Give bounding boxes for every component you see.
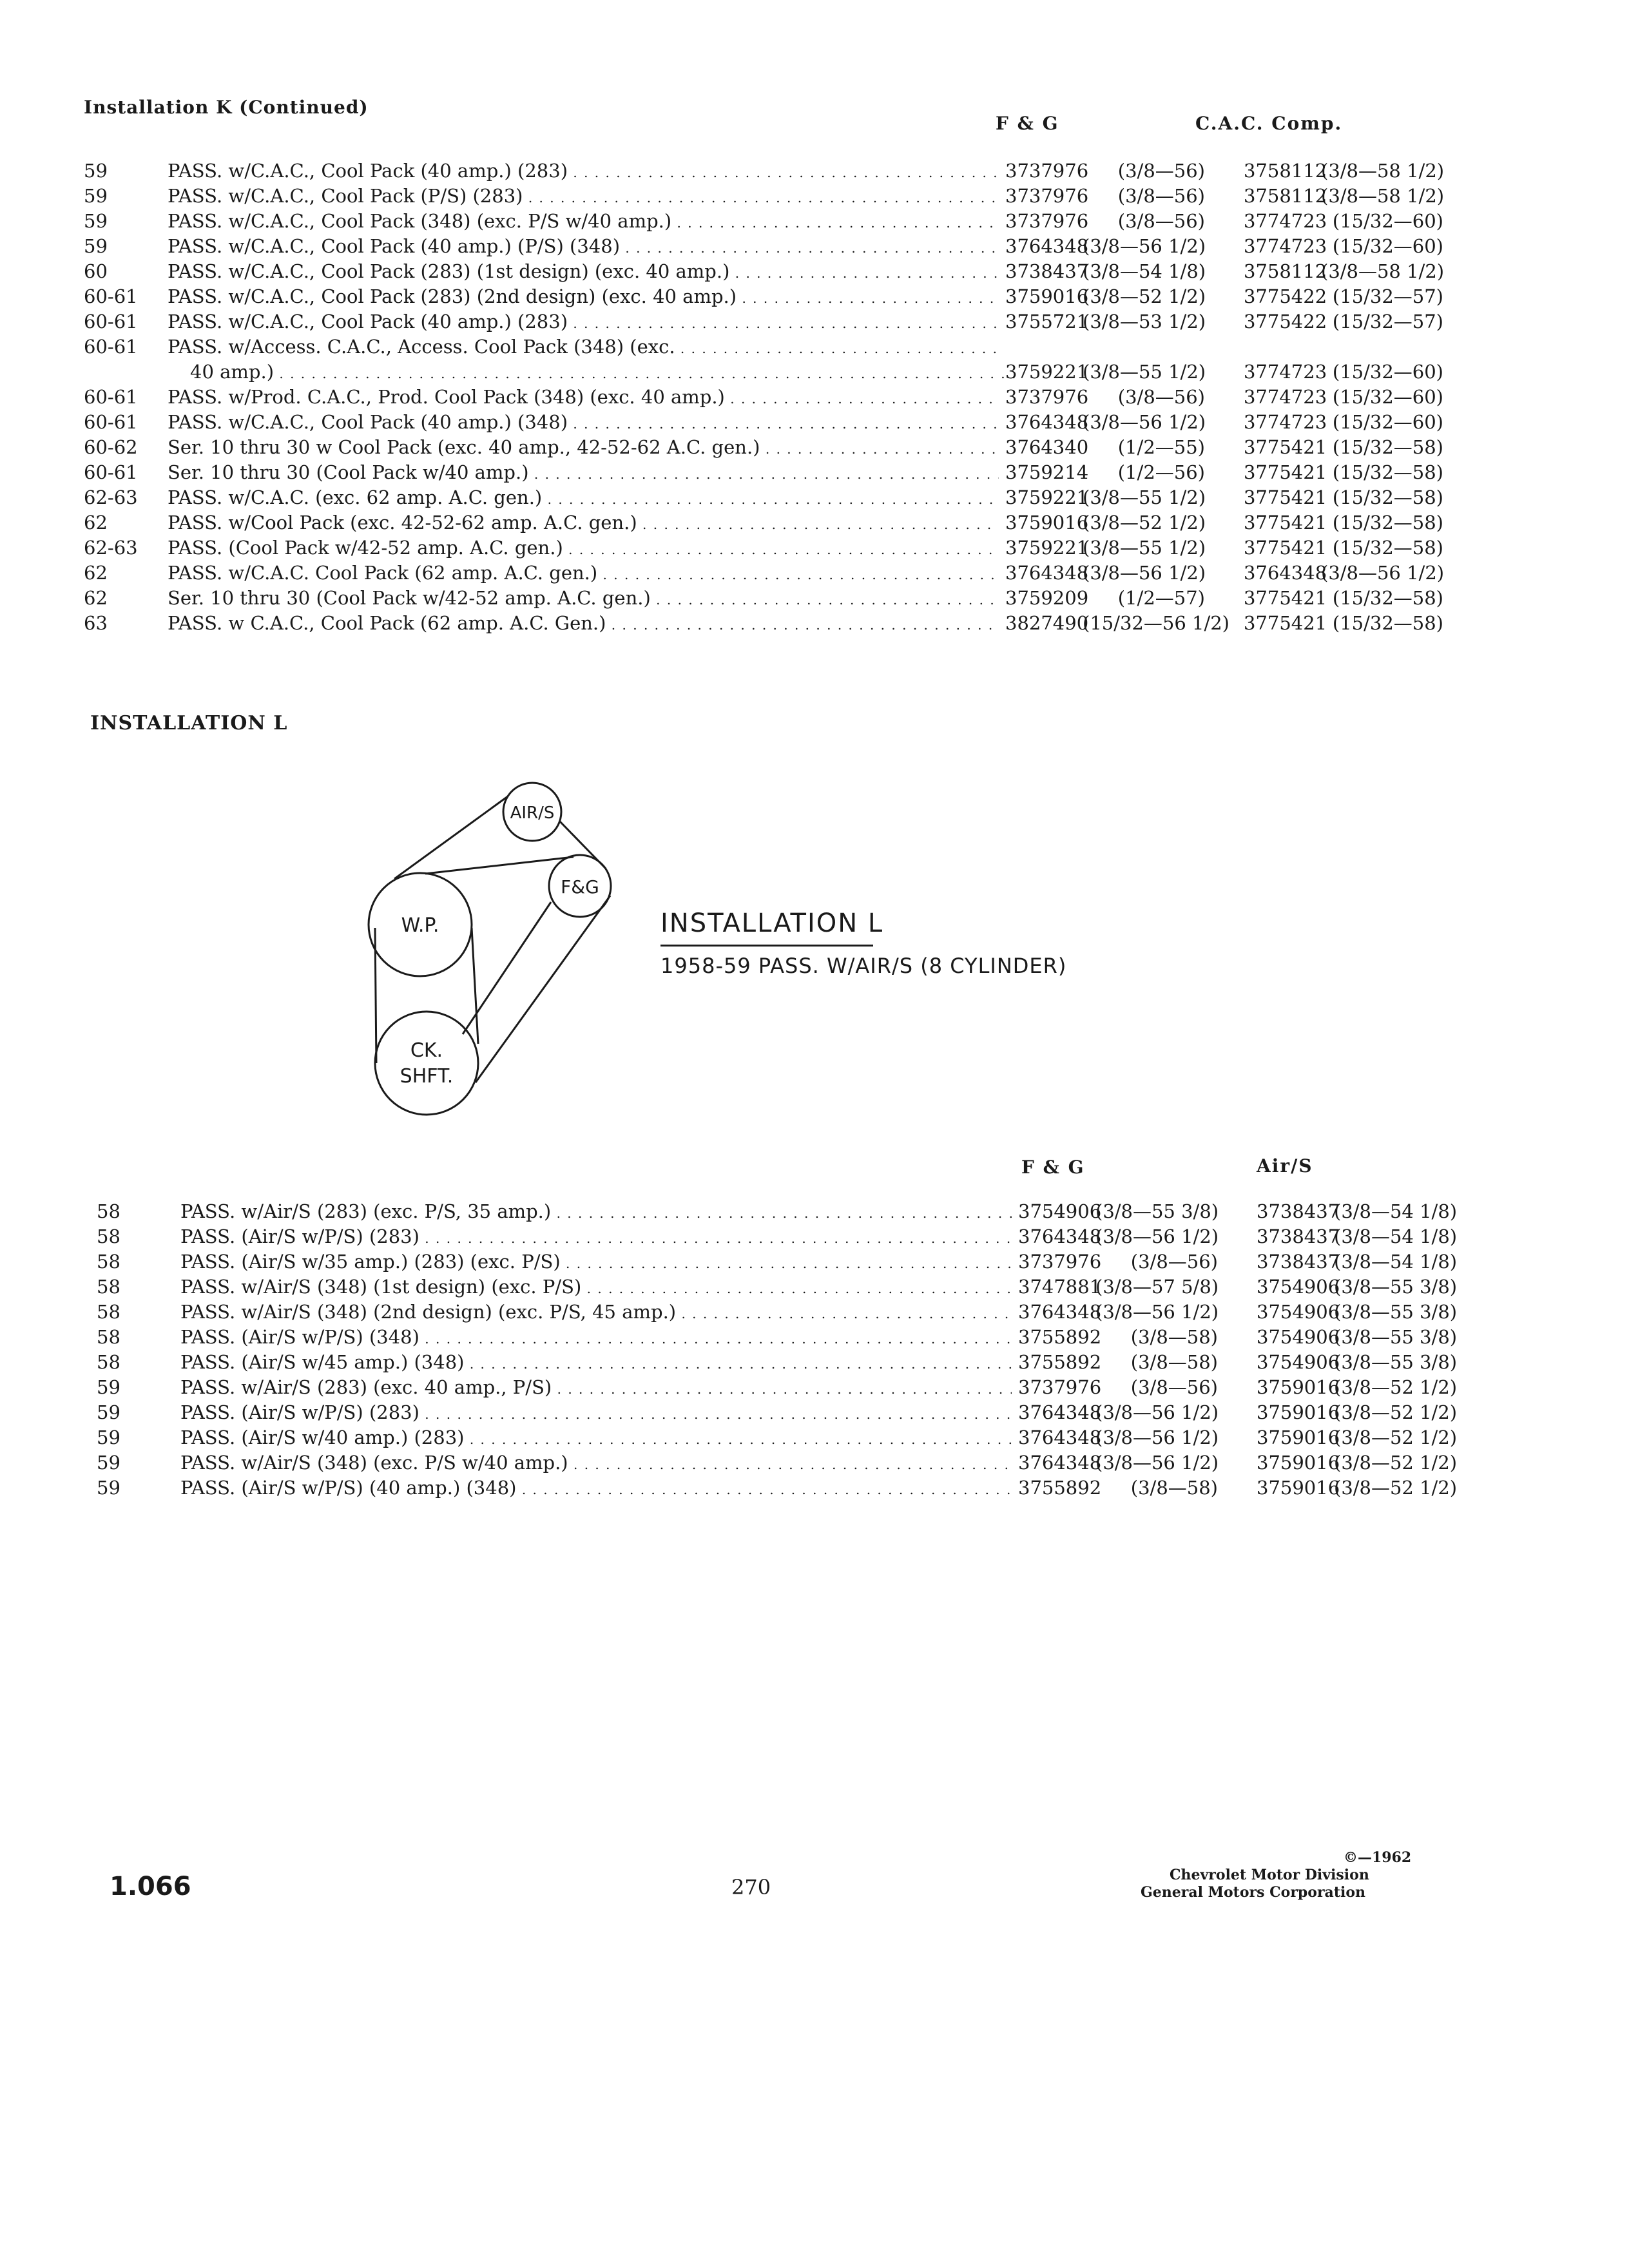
part-number-cell: 3754906 [1257,1326,1340,1348]
diagram-title-rule [660,945,873,947]
year-cell: 59 [84,210,108,232]
size-cell: (3/8—54 1/8) [1083,260,1206,282]
part-number-cell: 3764348 [1018,1452,1102,1474]
description-cell: 40 amp.) . . . [190,361,1021,383]
description-cell: PASS. (Air/S w/P/S) (283) . . . [180,1401,1012,1423]
size-cell: (15/32—60) [1332,235,1443,257]
size-cell: (3/8—55 3/8) [1334,1276,1458,1298]
part-number-cell: 3775421 [1244,612,1327,634]
part-number-cell: 3738437 [1005,260,1089,282]
part-number-cell: 3737976 [1005,185,1089,207]
part-number-cell: 3747881 [1018,1276,1102,1298]
size-cell: (3/8—56 1/2) [1095,1401,1219,1423]
year-cell: 59 [84,235,108,257]
part-number-cell: 3738437 [1257,1251,1340,1273]
size-cell: (3/8—52 1/2) [1334,1376,1458,1398]
part-number-cell: 3764348 [1005,411,1089,433]
description-cell: PASS. w/Access. C.A.C., Access. Cool Pack (348) (exc. . . . [168,336,999,358]
year-cell: 59 [84,185,108,207]
part-number-cell: 3759214 [1005,461,1089,483]
part-number-cell: 3755892 [1018,1351,1102,1373]
belt-wp-fg [425,857,574,874]
part-number-cell: 3775422 [1244,311,1327,332]
part-number-cell: 3759016 [1005,512,1089,533]
description-cell: PASS. (Air/S w/35 amp.) (283) (exc. P/S) . . . [180,1251,1012,1273]
size-cell: (3/8—55 3/8) [1095,1200,1219,1222]
description-cell: PASS. w C.A.C., Cool Pack (62 amp. A.C. Gen.) . . . [168,612,999,634]
section-k-col2-header: C.A.C. Comp. [1195,113,1343,134]
description-cell: PASS. w/Prod. C.A.C., Prod. Cool Pack (348) (exc. 40 amp.) . . . [168,386,999,408]
year-cell: 60-61 [84,311,138,332]
year-cell: 59 [97,1477,120,1499]
size-cell: (3/8—52 1/2) [1083,285,1206,307]
size-cell: (15/32—60) [1332,361,1443,383]
part-number-cell: 3738437 [1257,1200,1340,1222]
size-cell: (3/8—56 1/2) [1321,562,1445,584]
part-number-cell: 3764348 [1018,1427,1102,1448]
belt-wp-inner [472,928,478,1044]
belt-airs-fg-outer [560,822,606,869]
size-cell: (3/8—58 1/2) [1321,160,1445,182]
part-number-cell: 3775421 [1244,486,1327,508]
size-cell: (3/8—56) [1117,160,1205,182]
size-cell: (15/32—57) [1332,285,1443,307]
part-number-cell: 3764348 [1005,235,1089,257]
size-cell: (3/8—56) [1117,185,1205,207]
part-number-cell: 3764348 [1018,1301,1102,1323]
size-cell: (15/32—60) [1332,411,1443,433]
part-number-cell: 3759221 [1005,486,1089,508]
description-cell: PASS. w/C.A.C., Cool Pack (40 amp.) (P/S) (348) . . . [168,235,999,257]
part-number-cell: 3759016 [1257,1427,1340,1448]
description-cell: PASS. (Air/S w/P/S) (40 amp.) (348) . . . [180,1477,1012,1499]
part-number-cell: 3754906 [1018,1200,1102,1222]
description-cell: PASS. w/Air/S (283) (exc. P/S, 35 amp.) . . . [180,1200,1012,1222]
description-cell: PASS. (Cool Pack w/42-52 amp. A.C. gen.) . . . [168,537,999,559]
size-cell: (3/8—53 1/2) [1083,311,1206,332]
year-cell: 62-63 [84,486,138,508]
part-number-cell: 3774723 [1244,235,1327,257]
part-number-cell: 3754906 [1257,1301,1340,1323]
year-cell: 58 [97,1251,120,1273]
part-number-cell: 3774723 [1244,411,1327,433]
diagram-subtitle: 1958-59 PASS. W/AIR/S (8 CYLINDER) [660,954,1067,978]
section-l-col2-header: Air/S [1257,1155,1313,1177]
size-cell: (15/32—60) [1332,386,1443,408]
size-cell: (3/8—56 1/2) [1083,235,1206,257]
year-cell: 62 [84,512,108,533]
part-number-cell: 3764348 [1018,1401,1102,1423]
airs-label: AIR/S [510,803,555,823]
size-cell: (3/8—58) [1130,1351,1218,1373]
part-number-cell: 3775422 [1244,285,1327,307]
section-number: 1.066 [110,1872,191,1901]
description-cell: PASS. w/C.A.C. Cool Pack (62 amp. A.C. gen.) . . . [168,562,999,584]
description-cell: PASS. w/Air/S (283) (exc. 40 amp., P/S) . . . [180,1376,1012,1398]
year-cell: 59 [97,1452,120,1474]
page-number: 270 [731,1875,771,1899]
year-cell: 60 [84,260,108,282]
part-number-cell: 3827490 [1005,612,1089,634]
size-cell: (15/32—58) [1332,436,1443,458]
description-cell: PASS. w/C.A.C., Cool Pack (348) (exc. P/S w/40 amp.) . . . [168,210,999,232]
part-number-cell: 3754906 [1257,1276,1340,1298]
part-number-cell: 3737976 [1005,160,1089,182]
description-cell: PASS. w/Air/S (348) (1st design) (exc. P/S) . . . [180,1276,1012,1298]
size-cell: (3/8—56) [1130,1251,1218,1273]
size-cell: (3/8—56) [1130,1376,1218,1398]
year-cell: 60-61 [84,285,138,307]
shft-label: SHFT. [400,1065,454,1088]
description-cell: PASS. w/C.A.C., Cool Pack (283) (2nd design) (exc. 40 amp.) . . . [168,285,999,307]
belt-fg-inner [463,902,551,1034]
year-cell: 60-62 [84,436,138,458]
description-cell: Ser. 10 thru 30 (Cool Pack w/40 amp.) . . . [168,461,999,483]
size-cell: (3/8—56) [1117,210,1205,232]
part-number-cell: 3758112 [1244,185,1327,207]
part-number-cell: 3755892 [1018,1326,1102,1348]
year-cell: 58 [97,1225,120,1247]
copyright: ©—1962 [1344,1849,1412,1866]
part-number-cell: 3737976 [1018,1251,1102,1273]
part-number-cell: 3758112 [1244,160,1327,182]
part-number-cell: 3738437 [1257,1225,1340,1247]
size-cell: (3/8—55 3/8) [1334,1301,1458,1323]
size-cell: (3/8—52 1/2) [1334,1427,1458,1448]
part-number-cell: 3759209 [1005,587,1089,609]
part-number-cell: 3759016 [1005,285,1089,307]
part-number-cell: 3737976 [1005,386,1089,408]
part-number-cell: 3759221 [1005,537,1089,559]
description-cell: Ser. 10 thru 30 w Cool Pack (exc. 40 amp., 42-52-62 A.C. gen.) . . . [168,436,999,458]
size-cell: (3/8—55 3/8) [1334,1326,1458,1348]
size-cell: (15/32—58) [1332,512,1443,533]
size-cell: (3/8—55 1/2) [1083,537,1206,559]
size-cell: (3/8—55 1/2) [1083,361,1206,383]
year-cell: 62 [84,587,108,609]
section-k-col1-header: F & G [996,113,1059,134]
belt-fg-crank [476,896,610,1082]
description-cell: PASS. w/Cool Pack (exc. 42-52-62 amp. A.C. gen.) . . . [168,512,999,533]
size-cell: (3/8—58 1/2) [1321,260,1445,282]
part-number-cell: 3764348 [1018,1225,1102,1247]
year-cell: 58 [97,1301,120,1323]
part-number-cell: 3764340 [1005,436,1089,458]
year-cell: 59 [84,160,108,182]
year-cell: 62-63 [84,537,138,559]
size-cell: (15/32—57) [1332,311,1443,332]
part-number-cell: 3759016 [1257,1477,1340,1499]
year-cell: 60-61 [84,336,138,358]
fg-label: F&G [561,876,599,898]
size-cell: (3/8—56 1/2) [1095,1452,1219,1474]
description-cell: PASS. (Air/S w/40 amp.) (283) . . . [180,1427,1012,1448]
crankshaft-pulley [375,1012,478,1115]
size-cell: (3/8—56 1/2) [1083,562,1206,584]
size-cell: (1/2—57) [1117,587,1205,609]
wp-label: W.P. [401,914,439,937]
section-l-title: INSTALLATION L [90,712,288,735]
size-cell: (3/8—55 3/8) [1334,1351,1458,1373]
size-cell: (1/2—55) [1117,436,1205,458]
description-cell: PASS. w/C.A.C., Cool Pack (40 amp.) (283) . . . [168,160,999,182]
section-k-title: Installation K (Continued) [84,97,369,118]
part-number-cell: 3774723 [1244,210,1327,232]
size-cell: (3/8—54 1/8) [1334,1251,1458,1273]
part-number-cell: 3774723 [1244,386,1327,408]
size-cell: (15/32—56 1/2) [1083,612,1229,634]
year-cell: 58 [97,1276,120,1298]
description-cell: PASS. w/C.A.C., Cool Pack (40 amp.) (283) . . . [168,311,999,332]
size-cell: (15/32—58) [1332,486,1443,508]
part-number-cell: 3754906 [1257,1351,1340,1373]
year-cell: 58 [97,1326,120,1348]
size-cell: (3/8—56 1/2) [1095,1225,1219,1247]
year-cell: 58 [97,1200,120,1222]
description-cell: PASS. w/C.A.C. (exc. 62 amp. A.C. gen.) . . . [168,486,999,508]
size-cell: (1/2—56) [1117,461,1205,483]
year-cell: 58 [97,1351,120,1373]
size-cell: (3/8—54 1/8) [1334,1225,1458,1247]
description-cell: PASS. w/C.A.C., Cool Pack (283) (1st design) (exc. 40 amp.) . . . [168,260,999,282]
description-cell: PASS. (Air/S w/P/S) (283) . . . [180,1225,1012,1247]
year-cell: 59 [97,1376,120,1398]
description-cell: PASS. (Air/S w/P/S) (348) . . . [180,1326,1012,1348]
size-cell: (3/8—58) [1130,1326,1218,1348]
size-cell: (3/8—58) [1130,1477,1218,1499]
ck-label: CK. [410,1039,443,1062]
publisher-division: Chevrolet Motor Division [1170,1867,1369,1883]
part-number-cell: 3758112 [1244,260,1327,282]
size-cell: (3/8—58 1/2) [1321,185,1445,207]
size-cell: (3/8—52 1/2) [1334,1452,1458,1474]
description-cell: PASS. w/C.A.C., Cool Pack (P/S) (283) . . . [168,185,999,207]
part-number-cell: 3755721 [1005,311,1089,332]
year-cell: 60-61 [84,386,138,408]
size-cell: (15/32—58) [1332,587,1443,609]
size-cell: (3/8—56) [1117,386,1205,408]
section-l-col1-header: F & G [1021,1157,1085,1178]
part-number-cell: 3775421 [1244,512,1327,533]
size-cell: (3/8—54 1/8) [1334,1200,1458,1222]
size-cell: (15/32—58) [1332,612,1443,634]
year-cell: 60-61 [84,461,138,483]
size-cell: (3/8—52 1/2) [1334,1477,1458,1499]
publisher-corporation: General Motors Corporation [1141,1884,1366,1901]
year-cell: 62 [84,562,108,584]
part-number-cell: 3764348 [1005,562,1089,584]
part-number-cell: 3759221 [1005,361,1089,383]
size-cell: (3/8—52 1/2) [1083,512,1206,533]
belt-crank-wp-left [375,928,376,1063]
size-cell: (3/8—57 5/8) [1095,1276,1219,1298]
diagram-title: INSTALLATION L [660,908,884,938]
part-number-cell: 3759016 [1257,1376,1340,1398]
year-cell: 59 [97,1427,120,1448]
part-number-cell: 3775421 [1244,461,1327,483]
size-cell: (15/32—60) [1332,210,1443,232]
year-cell: 59 [97,1401,120,1423]
size-cell: (3/8—56 1/2) [1095,1427,1219,1448]
part-number-cell: 3775421 [1244,537,1327,559]
size-cell: (15/32—58) [1332,537,1443,559]
description-cell: PASS. w/Air/S (348) (2nd design) (exc. P/S, 45 amp.) . . . [180,1301,1012,1323]
size-cell: (15/32—58) [1332,461,1443,483]
part-number-cell: 3737976 [1018,1376,1102,1398]
size-cell: (3/8—55 1/2) [1083,486,1206,508]
part-number-cell: 3737976 [1005,210,1089,232]
size-cell: (3/8—52 1/2) [1334,1401,1458,1423]
part-number-cell: 3759016 [1257,1401,1340,1423]
description-cell: PASS. (Air/S w/45 amp.) (348) . . . [180,1351,1012,1373]
description-cell: Ser. 10 thru 30 (Cool Pack w/42-52 amp. A.C. gen.) . . . [168,587,999,609]
part-number-cell: 3775421 [1244,436,1327,458]
size-cell: (3/8—56 1/2) [1095,1301,1219,1323]
description-cell: PASS. w/C.A.C., Cool Pack (40 amp.) (348) . . . [168,411,999,433]
part-number-cell: 3764348 [1244,562,1327,584]
year-cell: 60-61 [84,411,138,433]
part-number-cell: 3775421 [1244,587,1327,609]
year-cell: 63 [84,612,108,634]
description-cell: PASS. w/Air/S (348) (exc. P/S w/40 amp.) . . . [180,1452,1012,1474]
part-number-cell: 3759016 [1257,1452,1340,1474]
part-number-cell: 3774723 [1244,361,1327,383]
size-cell: (3/8—56 1/2) [1083,411,1206,433]
part-number-cell: 3755892 [1018,1477,1102,1499]
